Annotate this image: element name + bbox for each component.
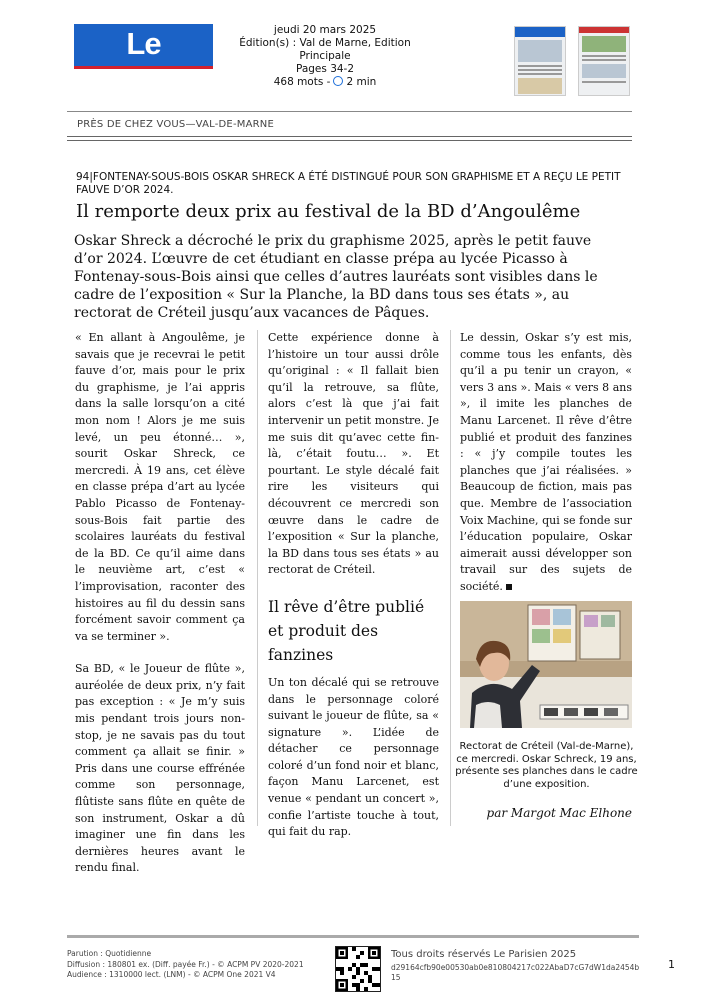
column-divider (257, 330, 258, 826)
word-count-row (230, 76, 420, 89)
footer-rights (391, 948, 671, 983)
article-column-3 (460, 330, 632, 596)
article-byline: par Margot Mac Elhone (486, 806, 632, 820)
section-rule-top (67, 111, 632, 112)
column-divider (450, 330, 451, 826)
paragraph: « En allant à Angoulême, je savais que je recevrai le petit fauve d’or, mais pour le prix du graphisme, je l’ai appris dans la salle lorsqu’on a cité mon nom ! Alors je me suis levé, un peu étonné… », sourit Oskar Shreck, ce mercredi. À 19 ans, cet élève en classe prépa d’art au lycée Pablo Picasso de Fontenay-sous-Bois fait partie des scolaires lauréats du festival de la BD. Ce qu’il aime dans le neuvième art, c’est « l’improvisation, raconter des histoires au fil du dessin sans forcément savoir comment ça va se terminer ». (75, 331, 245, 643)
article-page-thumbnail[interactable] (578, 26, 630, 96)
article-headline: Il remporte deux prix au festival de la BD d’Angoulême (76, 201, 581, 222)
read-time: 2 min (346, 76, 377, 88)
photo-caption: Rectorat de Créteil (Val-de-Marne), ce mercredi. Oskar Schreck, 19 ans, présente ses planches dans le cadre d’une exposition. (455, 741, 638, 790)
word-count: 468 mots - (273, 76, 331, 88)
qr-code-icon[interactable] (335, 946, 381, 992)
le-parisien-logo: Le Parisien (74, 24, 213, 69)
paragraph: Un ton décalé qui se retrouve dans le personnage coloré suivant le joueur de flûte, sa « signature ». L’idée de détacher ce personnage coloré d’un fond noir et blanc, façon Manu Larcenet, est venue « pendant un concert », confie l’artiste touche à tout, qui fait du rap. (268, 675, 439, 839)
article-column-2 (268, 330, 439, 841)
parution-text: Parution : Quotidienne (67, 949, 152, 958)
diffusion-text: Diffusion : 180801 ex. (Diff. payée Fr.) - © ACPM PV 2020-2021 (67, 959, 304, 969)
end-mark-icon (506, 584, 512, 590)
rights-text: Tous droits réservés Le Parisien 2025 (391, 949, 577, 960)
audience-text: Audience : 1310000 lect. (LNM) - © ACPM One 2021 V4 (67, 970, 276, 979)
article-subheading: Il rêve d’être publié et produit des fanzines (268, 597, 425, 664)
page-info: Pages 34-2 (295, 63, 355, 75)
page-number: 1 (668, 958, 675, 971)
document-id: d29164cfb90e00530ab0e810804217c022AbaD7cG7dW1da2454b15 (391, 963, 640, 982)
section-rule-bottom-1 (67, 136, 632, 137)
paragraph: Le dessin, Oskar s’y est mis, comme tous les enfants, dès qu’il a pu tenir un crayon, « vers 3 ans ». Mais « vers 8 ans », il imite les planches de Manu Larcenet. Il rêve d’être publié et produit des fanzines : « j’y compile toutes les planches que j’ai réalisées. » Beaucoup de fiction, mais pas que. Membre de l’association Voix Machine, qui se fonde sur l’éducation populaire, Oskar aimerait aussi développer son travail sur des sujets de société. (460, 331, 632, 593)
footer-rule (67, 935, 639, 938)
article-meta (230, 24, 420, 89)
section-rule-bottom-2 (67, 140, 632, 141)
article-photo[interactable] (460, 601, 632, 728)
qr-code-pattern (336, 947, 380, 991)
edition-info: Édition(s) : Val de Marne, Edition Principale (239, 37, 411, 62)
publication-date: jeudi 20 mars 2025 (273, 24, 377, 36)
article-lead: Oskar Shreck a décroché le prix du graphisme 2025, après le petit fauve d’or 2024. L’œuvre de cet étudiant en classe prépa au lycée Picasso à Fontenay-sous-Bois ainsi que celles d’autres lauréats sont visibles dans le cadre de l’exposition « Sur la Planche, la BD dans tous ses états », au rectorat de Créteil jusqu’aux vacances de Pâques. (74, 233, 598, 321)
section-label: PRÈS DE CHEZ VOUS—VAL-DE-MARNE (77, 119, 274, 130)
footer-distribution-info (67, 949, 304, 981)
paragraph: Cette expérience donne à l’histoire un tour aussi drôle qu’original : « Il fallait bien qu’il la retrouve, sa flûte, alors c’est là que j’ai fait intervenir un petit monstre. Je me suis dit qu’avec cette fin-là, c’était foutu… ». Et pourtant. Le style décalé fait rire les visiteurs qui découvrent ce mercredi son œuvre dans le cadre de l’exposition « Sur la planche, la BD dans tous ses états » au rectorat de Créteil. (268, 331, 439, 577)
paragraph: Sa BD, « le Joueur de flûte », auréolée de deux prix, n’y fait pas exception : « Je m’y suis mis pendant trois jours non-stop, je ne savais pas du tout comment ça allait se finir. » Pris dans une course effrénée comme son personnage, flûtiste sans flûte en quête de son instrument, Oskar a dû imaginer une fin dans les dernières heures avant le rendu final. (75, 662, 245, 875)
photo-illustration (460, 601, 632, 728)
article-column-1 (75, 330, 245, 877)
clock-icon (333, 76, 343, 86)
front-page-thumbnail[interactable] (514, 26, 566, 96)
article-kicker: 94|FONTENAY-SOUS-BOIS OSKAR SHRECK A ÉTÉ DISTINGUÉ POUR SON GRAPHISME ET A REÇU LE PETIT FAUVE D’OR 2024. (76, 171, 621, 196)
